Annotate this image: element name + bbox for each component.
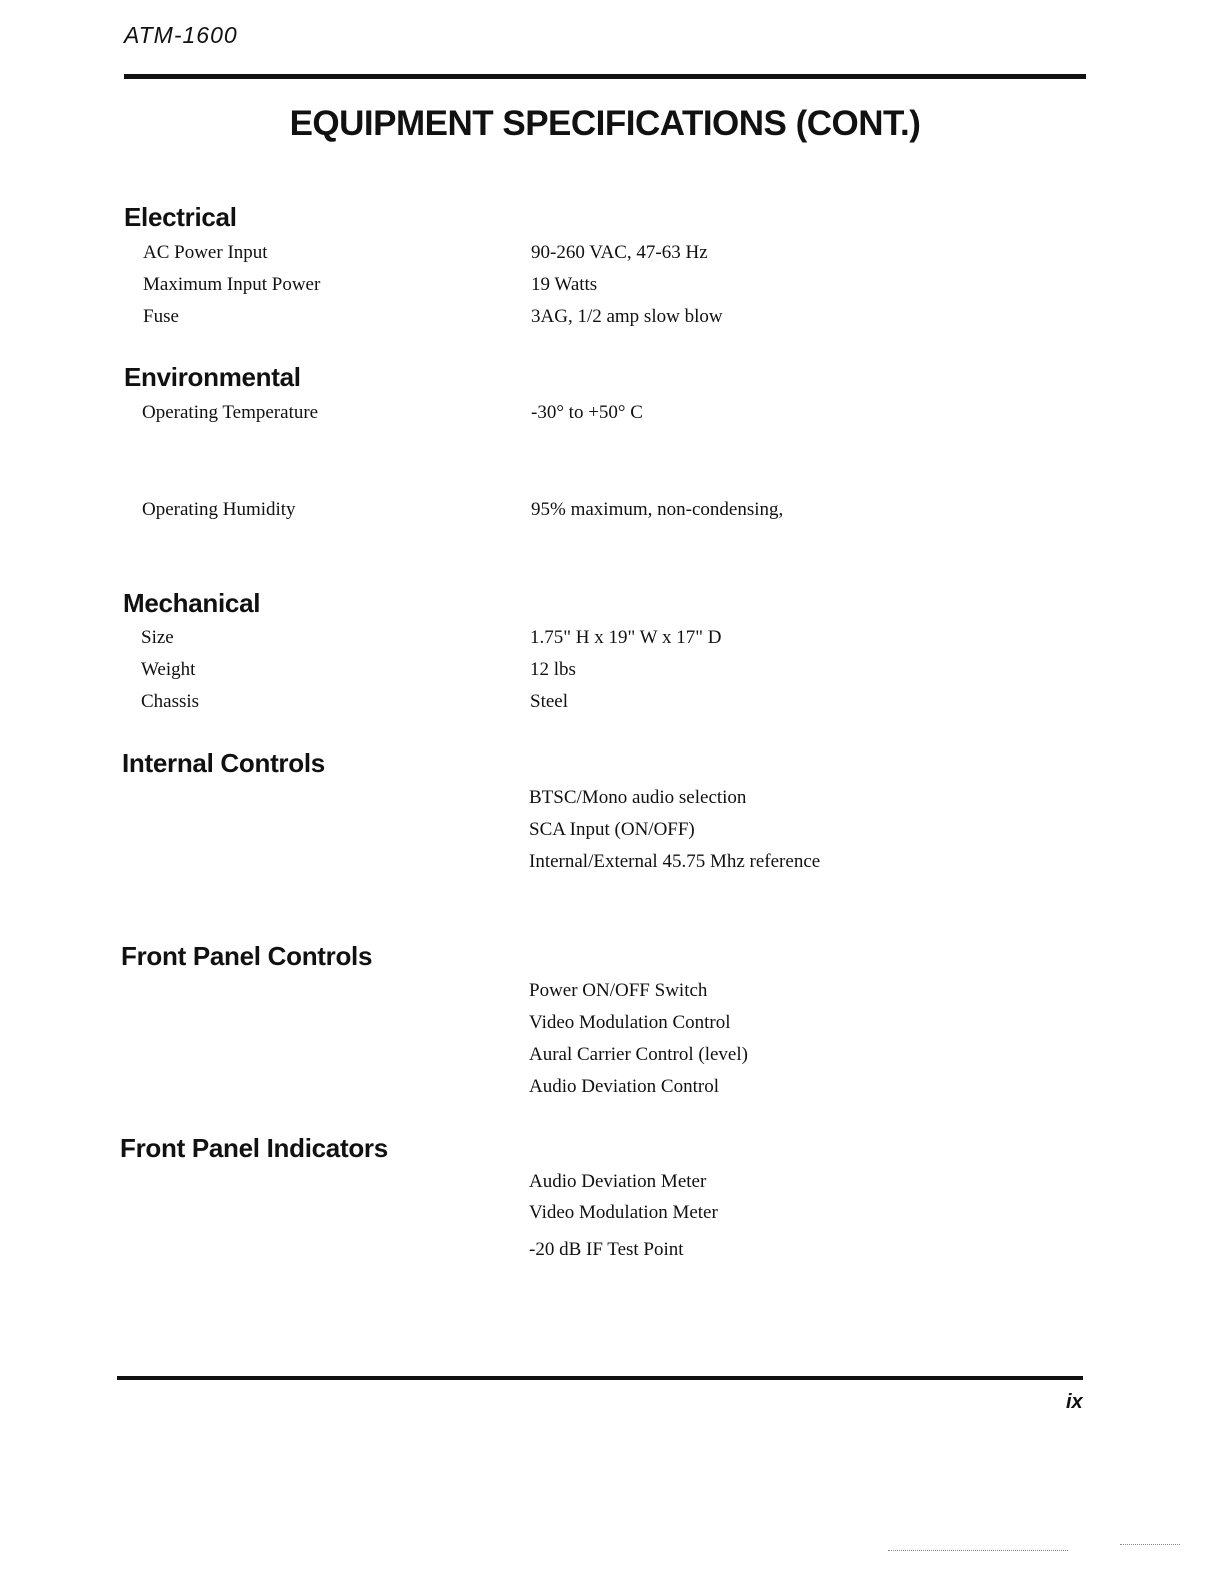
- section-heading-internal-controls: Internal Controls: [122, 748, 325, 778]
- spec-item-internal-control: SCA Input (ON/OFF): [529, 819, 695, 840]
- page-title: EQUIPMENT SPECIFICATIONS (CONT.): [289, 104, 921, 143]
- spec-item-front-panel-control: Power ON/OFF Switch: [529, 980, 708, 1001]
- spec-item-front-panel-indicator: Video Modulation Meter: [529, 1202, 718, 1223]
- spec-label-operating-temperature: Operating Temperature: [142, 402, 319, 423]
- section-heading-front-panel-indicators: Front Panel Indicators: [120, 1133, 388, 1163]
- spec-value-operating-humidity: 95% maximum, non-condensing,: [531, 499, 784, 520]
- spec-label-operating-humidity: Operating Humidity: [142, 499, 296, 520]
- document-model-header: ATM-1600: [124, 22, 238, 48]
- spec-label-fuse: Fuse: [143, 306, 179, 327]
- spec-value-operating-temperature: -30° to +50° C: [531, 402, 643, 423]
- spec-value-maximum-input-power: 19 Watts: [531, 274, 598, 295]
- spec-value-chassis: Steel: [530, 691, 568, 712]
- section-heading-environmental: Environmental: [124, 362, 301, 392]
- spec-label-chassis: Chassis: [141, 691, 200, 712]
- spec-item-internal-control: BTSC/Mono audio selection: [529, 787, 747, 808]
- scan-artifact-line: [888, 1550, 1068, 1551]
- spec-item-front-panel-control: Aural Carrier Control (level): [529, 1044, 748, 1065]
- section-heading-mechanical: Mechanical: [123, 588, 261, 618]
- spec-value-fuse: 3AG, 1/2 amp slow blow: [531, 306, 723, 327]
- footer-rule: [117, 1376, 1083, 1380]
- spec-value-size: 1.75" H x 19" W x 17" D: [530, 627, 722, 648]
- scan-artifact-line: [1120, 1544, 1180, 1545]
- spec-item-front-panel-indicator: Audio Deviation Meter: [529, 1171, 707, 1192]
- spec-item-internal-control: Internal/External 45.75 Mhz reference: [529, 851, 821, 872]
- spec-label-ac-power-input: AC Power Input: [143, 242, 268, 263]
- spec-item-front-panel-control: Audio Deviation Control: [529, 1076, 719, 1097]
- spec-label-size: Size: [141, 627, 174, 648]
- spec-value-ac-power-input: 90-260 VAC, 47-63 Hz: [531, 242, 708, 263]
- section-heading-front-panel-controls: Front Panel Controls: [121, 941, 373, 971]
- spec-label-maximum-input-power: Maximum Input Power: [143, 274, 321, 295]
- spec-value-weight: 12 lbs: [530, 659, 576, 680]
- spec-item-front-panel-indicator: -20 dB IF Test Point: [529, 1239, 684, 1260]
- spec-item-front-panel-control: Video Modulation Control: [529, 1012, 731, 1033]
- section-heading-electrical: Electrical: [124, 202, 237, 232]
- page-number: ix: [1066, 1391, 1083, 1413]
- spec-label-weight: Weight: [141, 659, 196, 680]
- header-rule: [124, 74, 1086, 79]
